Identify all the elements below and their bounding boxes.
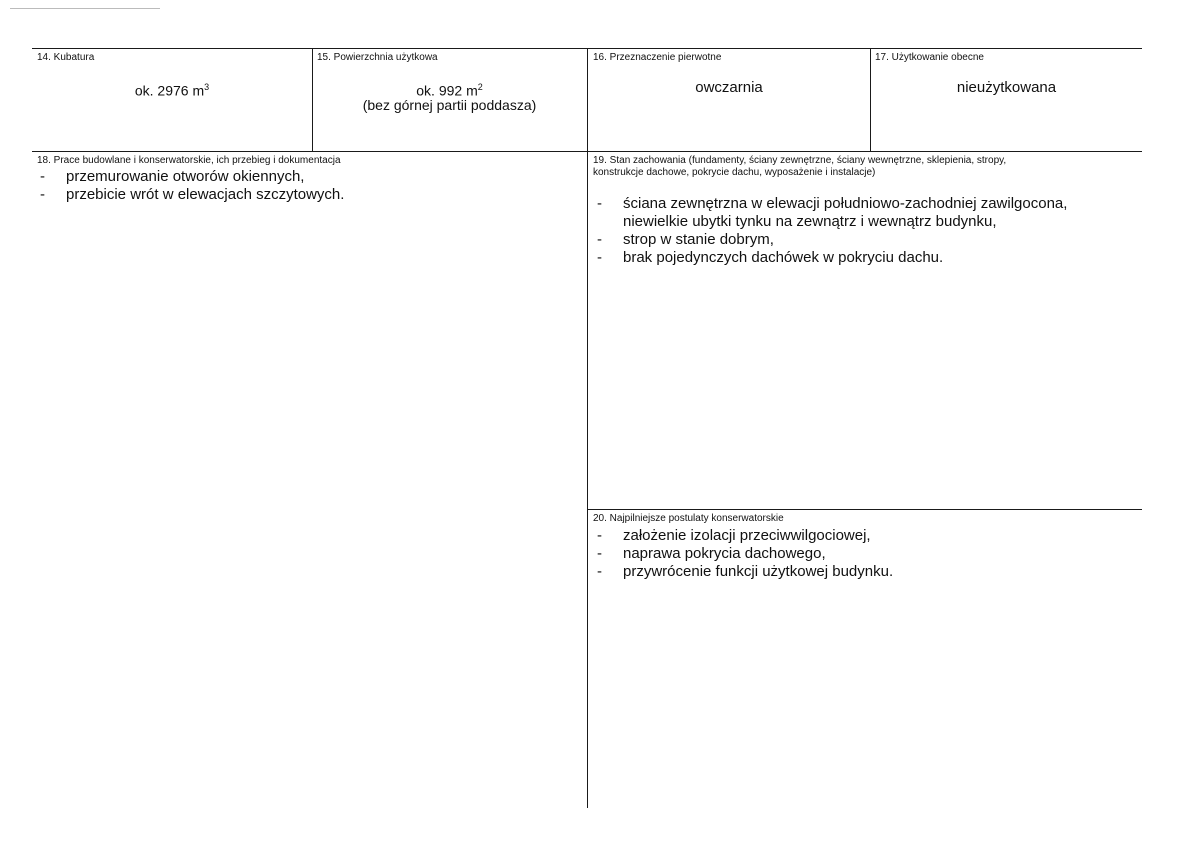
bullet-dash: - <box>40 186 45 203</box>
powierzchnia-unit-exponent: 2 <box>477 82 483 92</box>
row1-divider-2 <box>587 48 588 808</box>
list-item <box>36 186 344 204</box>
prace-label: 18. Prace budowlane i konserwatorskie, ich przebieg i dokumentacja <box>37 155 341 166</box>
bullet-dash: - <box>597 545 602 562</box>
list-item <box>593 545 893 563</box>
postulaty-list <box>593 527 893 581</box>
kubatura-value-text: ok. 2976 m <box>134 82 205 99</box>
section20-top-border <box>588 509 1142 510</box>
list-item <box>36 168 344 186</box>
uzytkowanie-label: 17. Użytkowanie obecne <box>875 52 984 63</box>
scan-artifact <box>10 8 160 9</box>
bullet-dash: - <box>597 231 602 248</box>
postulaty-label: 20. Najpilniejsze postulaty konserwatorskie <box>593 513 784 524</box>
list-item-text: przywrócenie funkcji użytkowej budynku. <box>623 563 894 580</box>
bullet-dash: - <box>40 168 45 185</box>
bullet-dash: - <box>597 249 602 266</box>
row1-divider-3 <box>870 48 871 151</box>
przeznaczenie-value: owczarnia <box>695 79 763 96</box>
list-item-text: naprawa pokrycia dachowego, <box>623 545 826 562</box>
list-item-text: brak pojedynczych dachówek w pokryciu dachu. <box>623 249 944 266</box>
list-item <box>593 563 893 581</box>
list-item <box>593 527 893 545</box>
kubatura-value <box>32 78 312 100</box>
list-item-text: przebicie wrót w elewacjach szczytowych. <box>66 186 345 203</box>
stan-label-line1: 19. Stan zachowania (fundamenty, ściany zewnętrzne, ściany wewnętrzne, sklepienia, stropy, <box>593 155 1007 166</box>
uzytkowanie-value: nieużytkowana <box>956 79 1057 96</box>
stan-list <box>593 195 1067 267</box>
list-item-text: założenie izolacji przeciwwilgociowej, <box>623 527 871 544</box>
powierzchnia-label: 15. Powierzchnia użytkowa <box>317 52 438 63</box>
list-item <box>593 195 1067 213</box>
list-item <box>593 231 1067 249</box>
powierzchnia-note: (bez górnej partii poddasza) <box>362 97 537 113</box>
przeznaczenie-label: 16. Przeznaczenie pierwotne <box>593 52 722 63</box>
bullet-dash: - <box>597 563 602 580</box>
list-item-text: strop w stanie dobrym, <box>623 231 774 248</box>
list-item-continuation <box>593 213 1067 231</box>
list-item-text: niewielkie ubytki tynku na zewnątrz i wewnątrz budynku, <box>623 213 997 230</box>
kubatura-label: 14. Kubatura <box>37 52 95 63</box>
list-item-text: ściana zewnętrzna w elewacji południowo-zachodniej zawilgocona, <box>623 195 1068 212</box>
powierzchnia-value-text: ok. 992 m <box>416 82 478 99</box>
stan-label-line2: konstrukcje dachowe, pokrycie dachu, wyposażenie i instalacje) <box>593 167 876 178</box>
kubatura-unit-exponent: 3 <box>204 82 210 92</box>
list-item-text: przemurowanie otworów okiennych, <box>66 168 305 185</box>
bullet-dash: - <box>597 195 602 212</box>
prace-list <box>36 168 344 204</box>
list-item <box>593 249 1067 267</box>
bullet-dash: - <box>597 527 602 544</box>
